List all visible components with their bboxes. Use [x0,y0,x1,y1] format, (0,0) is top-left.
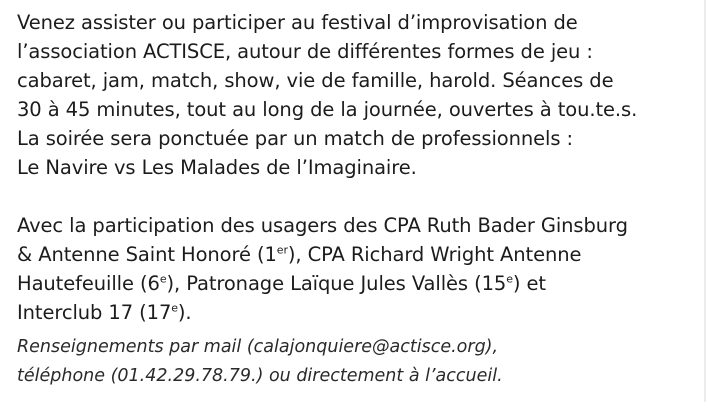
intro-line: l’association ACTISCE, autour de différentes formes de jeu : [17,40,593,63]
contact-phone-line: téléphone (01.42.29.78.79.) ou directement à l’accueil. [17,366,503,386]
event-description [17,8,697,409]
participants-text: ), Patronage Laïque Jules Vallès (15 [166,272,507,295]
ordinal-superscript: e [171,301,178,315]
intro-paragraph [17,8,697,182]
intro-line: La soirée sera ponctuée par un match de professionnels : [17,127,573,150]
participants-text: ), CPA Richard Wright Antenne [287,243,582,266]
participants-text: Interclub 17 (17 [17,301,172,324]
participants-line [17,240,697,269]
participants-line [17,298,697,327]
intro-line: cabaret, jam, match, show, vie de famille, harold. Séances de [17,69,614,92]
ordinal-superscript: e [506,272,513,286]
intro-line: Le Navire vs Les Malades de l’Imaginaire. [17,156,417,179]
contact-email-line: Renseignements par mail (calajonquiere@actisce.org), [17,337,499,357]
intro-line: 30 à 45 minutes, tout au long de la journée, ouvertes à tou.te.s. [17,98,638,121]
contact-info [17,333,697,391]
intro-line: Venez assister ou participer au festival d’improvisation de [17,11,578,34]
participants-text: ). [177,301,192,324]
participants-text: Hautefeuille (6 [17,272,160,295]
participants-line: Avec la participation des usagers des CPA Ruth Bader Ginsburg [17,214,628,237]
paragraph-spacer [17,182,697,211]
page-edge-divider [704,0,706,402]
participants-paragraph [17,211,697,327]
ordinal-superscript: er [276,243,288,257]
participants-line [17,269,697,298]
participants-text: ) et [512,272,546,295]
ordinal-superscript: e [159,272,167,286]
participants-text: & Antenne Saint Honoré (1 [17,243,277,266]
